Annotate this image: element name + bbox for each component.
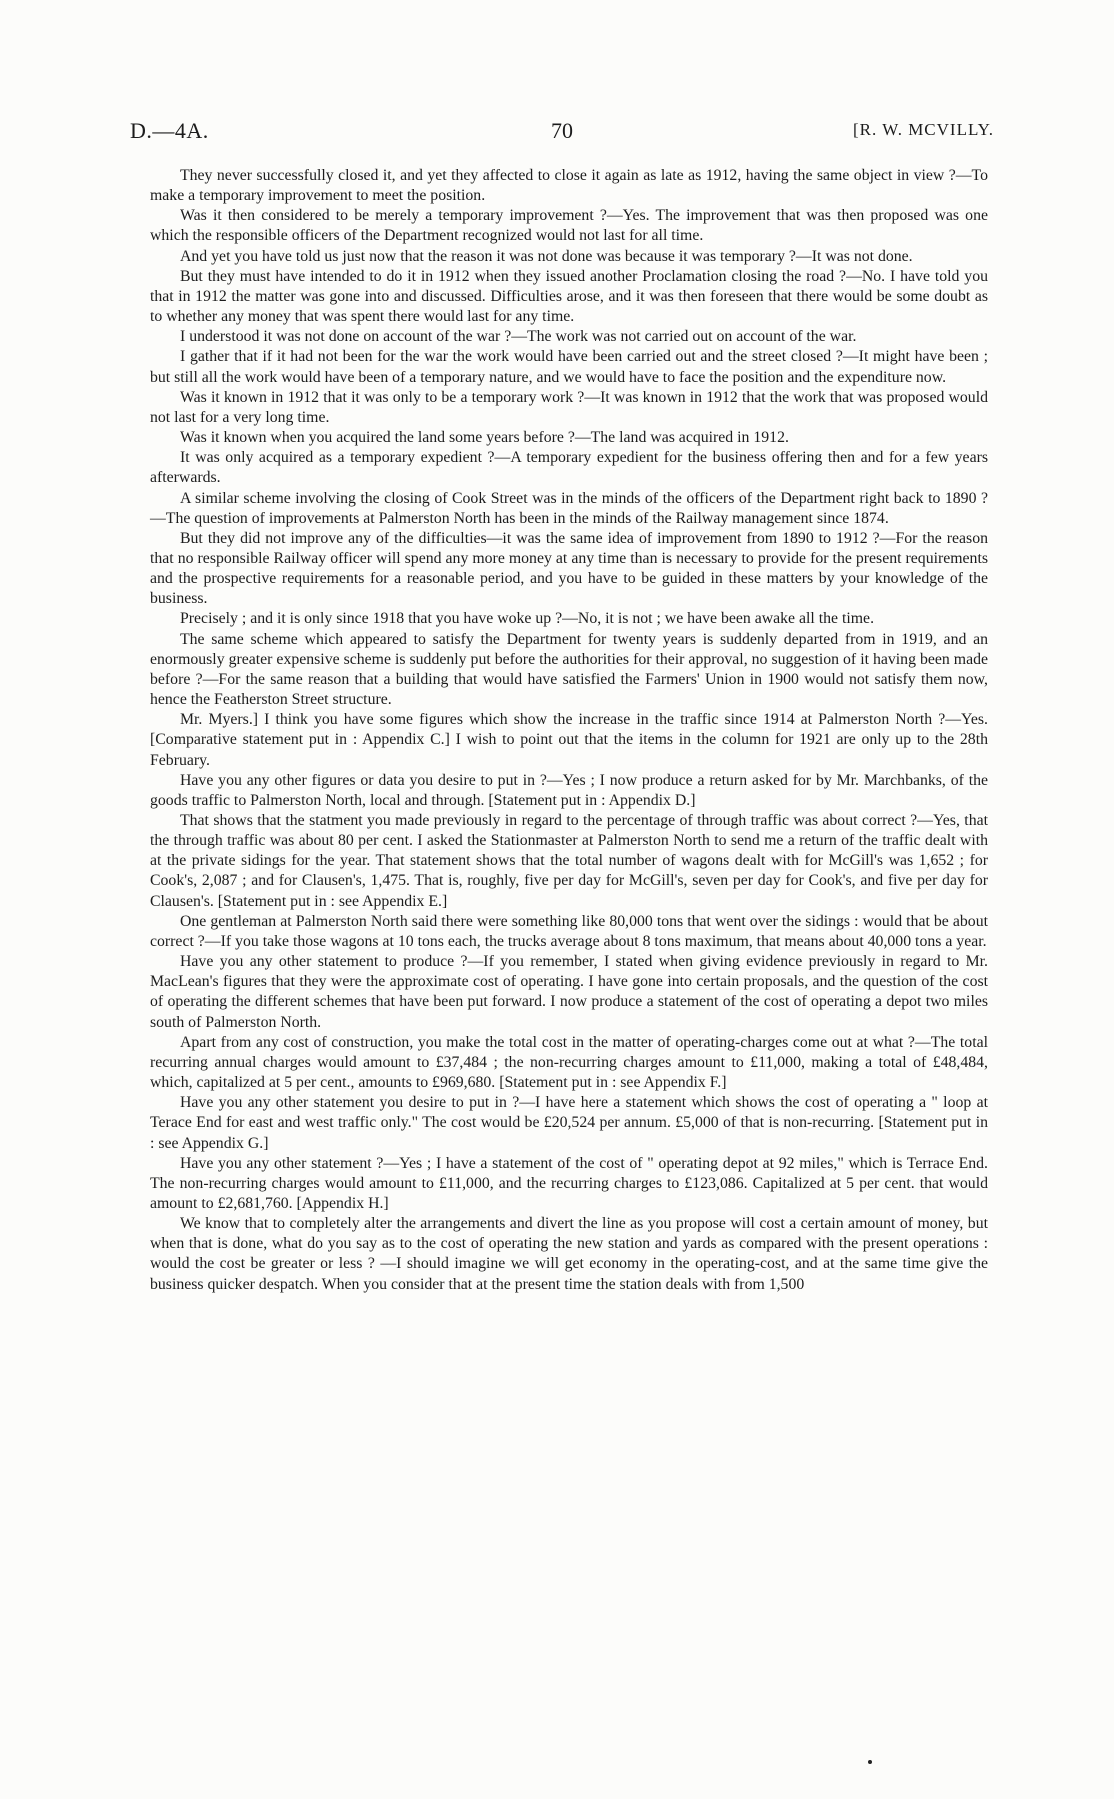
paragraph: One gentleman at Palmerston North said there were something like 80,000 tons that went over the sidings : would that be about correct ?—If you take those wagons at 10 tons each, the trucks average about 8 tons maximum, that means about 40,000 tons a year. (150, 912, 988, 950)
paragraph: Have you any other statement ?—Yes ; I have a statement of the cost of " operating depot at 92 miles," which is Terrace End. The non-recurring charges would amount to £11,000, and the recurring charges to £123,086. Capitalized at 5 per cent. that would amount to £2,681,760. [Appendix H.] (150, 1154, 988, 1212)
paragraph: Precisely ; and it is only since 1918 that you have woke up ?—No, it is not ; we have been awake all the time. (180, 610, 875, 628)
page-body (150, 166, 988, 1295)
print-speck (868, 1760, 872, 1764)
paragraph: Apart from any cost of construction, you make the total cost in the matter of operating-charges come out at what ?—The total recurring annual charges would amount to £37,484 ; the non-recurring charges amount to £11,000, making a total of £48,484, which, capitalized at 5 per cent., amounts to £969,680. [Statement put in : see Appendix F.] (150, 1033, 988, 1092)
paragraph: Was it known when you acquired the land some years before ?—The land was acquired in 1912. (180, 429, 789, 447)
paragraph: We know that to completely alter the arrangements and divert the line as you propose will cost a certain amount of money, but when that is done, what do you say as to the cost of operating the new station and yards as compared with the present operations : would the cost be greater or less ? —I should imagine we will get economy in the operating-cost, and at the same time give the business quicker despatch. When you consider that at the present time the station deals with from 1,500 (150, 1215, 988, 1293)
paragraph: But they did not improve any of the difficulties—it was the same idea of improvement from 1890 to 1912 ?—For the reason that no responsible Railway officer will spend any more money at any time than is necessary to provide for the present requirements and the prospective requirements for a reasonable period, and you have to be guided in these matters by your knowledge of the business. (150, 529, 988, 608)
paragraph: They never successfully closed it, and yet they affected to close it again as late as 1912, having the same object in view ?—To make a temporary improvement to meet the position. (150, 167, 988, 205)
paragraph: And yet you have told us just now that the reason it was not done was because it was temporary ?—It was not done. (180, 247, 913, 265)
paragraph: That shows that the statment you made previously in regard to the percentage of through traffic was about correct ?—Yes, that the through traffic was about 80 per cent. I asked the Stationmaster at Palmerston North to send me a return of the traffic dealt with at the private sidings for the year. That statement shows that the total number of wagons dealt with for McGill's was 1,652 ; for Cook's, 2,087 ; and for Clausen's, 1,475. That is, roughly, five per day for McGill's, seven per day for Cook's, and five per day for Clausen's. [Statement put in : see Appendix E.] (150, 812, 988, 910)
paragraph: A similar scheme involving the closing of Cook Street was in the minds of the officers of the Department right back to 1890 ?—The question of improvements at Palmerston North has been in the minds of the Railway management since 1874. (150, 489, 988, 527)
paragraph: Mr. Myers.] I think you have some figures which show the increase in the traffic since 1914 at Palmerston North ?—Yes. [Comparative statement put in : Appendix C.] I wish to point out that the items in the column for 1921 are only up to the 28th February. (150, 711, 988, 769)
page-number: 70 (551, 118, 573, 143)
paragraph: I understood it was not done on account of the war ?—The work was not carried out on account of the war. (180, 328, 857, 346)
paragraph: Have you any other statement you desire to put in ?—I have here a statement which shows the cost of operating a " loop at Terace End for east and west traffic only." The cost would be £20,524 per annum. £5,000 of that is non-recurring. [Statement put in : see Appendix G.] (150, 1094, 988, 1152)
paragraph: It was only acquired as a temporary expedient ?—A temporary expedient for the business offering then and for a few years afterwards. (150, 449, 988, 487)
page-header (130, 118, 994, 154)
paragraph: Was it known in 1912 that it was only to be a temporary work ?—It was known in 1912 that the work that was proposed would not last for a very long time. (150, 388, 988, 426)
witness-name: [R. W. MCVILLY. (853, 120, 994, 139)
paragraph: Have you any other statement to produce ?—If you remember, I stated when giving evidence previously in regard to Mr. MacLean's figures that they were the approximate cost of operating. I have gone into certain proposals, and the question of the cost of operating the different schemes that have been put forward. I now produce a statement of the cost of operating a depot two miles south of Palmerston North. (150, 953, 988, 1031)
document-reference: D.—4A. (130, 118, 209, 143)
paragraph: I gather that if it had not been for the war the work would have been carried out and the street closed ?—It might have been ; but still all the work would have been of a temporary nature, and we would have to face the position and the expenditure now. (150, 348, 988, 386)
paragraph: But they must have intended to do it in 1912 when they issued another Proclamation closing the road ?—No. I have told you that in 1912 the matter was gone into and discussed. Difficulties arose, and it was then foreseen that there would be some doubt as to whether any money that was spent there would last for any time. (150, 267, 988, 326)
paragraph: Was it then considered to be merely a temporary improvement ?—Yes. The improvement that was then proposed was one which the responsible officers of the Department recognized would not last for all time. (150, 207, 988, 245)
paragraph: Have you any other figures or data you desire to put in ?—Yes ; I now produce a return asked for by Mr. Marchbanks, of the goods traffic to Palmerston North, local and through. [Statement put in : Appendix D.] (150, 771, 988, 809)
paragraph: The same scheme which appeared to satisfy the Department for twenty years is suddenly departed from in 1919, and an enormously greater expensive scheme is suddenly put before the authorities for their approval, no suggestion of it having been made before ?—For the same reason that a building that would have satisfied the Farmers' Union in 1900 would not satisfy them now, hence the Featherston Street structure. (150, 630, 988, 709)
